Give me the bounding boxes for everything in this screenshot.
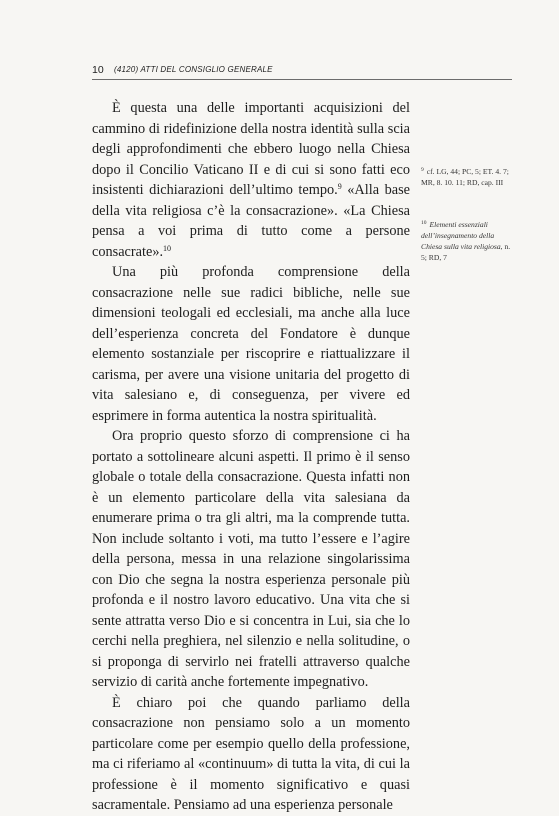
footnote-ref-10: 10 <box>163 243 172 253</box>
note-text-9: cf. LG, 44; PC, 5; ET. 4. 7; MR, 8. 10. 11; RD, cap. III <box>421 167 509 187</box>
paragraph-4: È chiaro poi che quando parliamo della consacrazione non pensiamo solo a un momento particolare come per esempio quello della professione, ma ci riferiamo al «continuum» di tutta la vita, di cui la professione è il momento significativo e quasi sacramentale. Pensiamo ad una esperienza personale <box>92 694 410 813</box>
paragraph-1 <box>92 98 410 262</box>
header-rule <box>92 79 512 80</box>
footnote-ref-9: 9 <box>337 182 342 191</box>
margin-note-10 <box>421 218 517 263</box>
margin-note-9 <box>421 165 517 188</box>
running-header <box>92 64 510 78</box>
body-text <box>92 98 410 816</box>
page-number: 10 <box>92 64 104 76</box>
note-text-10-plain: n. 5; RD, 7 <box>421 242 511 262</box>
paragraph-1-text-b: «Alla base della vita religiosa c’è la consacrazione». «La Chiesa pensa a voi prima di tutto come a persone consacrate». <box>92 182 410 260</box>
note-mark-10: 10 <box>421 220 427 226</box>
paragraph-1-text-a: È questa una delle importanti acquisizioni del cammino di ridefinizione della nostra identità sulla scia degli approfondimenti che ebbero luogo nella Chiesa dopo il Concilio Vaticano II e di cui si sono fatti eco insistenti dichiarazioni dell’ultimo tempo. <box>92 100 410 198</box>
running-title: (4120) ATTI DEL CONSIGLIO GENERALE <box>114 65 273 74</box>
note-mark-9: 9 <box>421 167 424 173</box>
paragraph-3: Ora proprio questo sforzo di comprensione ci ha portato a sottolineare alcuni aspetti. Il primo è il senso globale o totale della consacrazione. Questa infatti non è un elemento particolare della vita salesiana da enumerare prima o tra gli altri, ma la comprende tutta. Non include soltanto i voti, ma tutto l’essere e l’agire della persona, messa in una relazione singolarissima con Dio che segna la nostra esperienza personale più profonda e il nostro lavoro educativo. Una vita che si sente attratta verso Dio e si concentra in Lui, sia che lo cerchi nella preghiera, nel silenzio e nella solitudine, o si proponga di servirlo nei fratelli attraverso qualche servizio di carità anche fortemente impegnativo. <box>92 428 410 690</box>
note-text-10-italic: Elementi essenziali dell’insegnamento della Chiesa sulla vita religiosa, <box>421 220 503 251</box>
paragraph-2: Una più profonda comprensione della consacrazione nelle sue radici bibliche, nelle sue dimensioni teologali ed ecclesiali, ma anche alla luce dell’esperienza concreta del Fondatore è dunque elemento sostanziale per riscoprire e riattualizzare il carisma, per avere una visione unitaria del progetto di vita salesiano e, di conseguenza, per vivere ed esprimere in forma autentica la nostra spiritualità. <box>92 264 410 424</box>
